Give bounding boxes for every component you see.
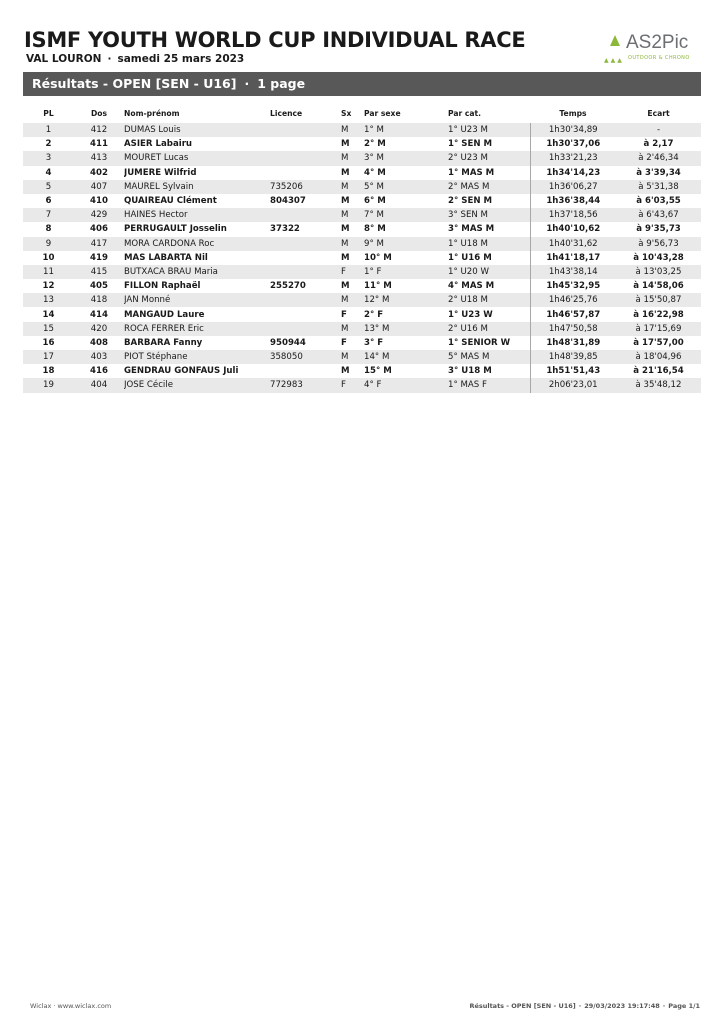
cell-temps: 1h36'06,27 xyxy=(530,180,616,194)
footer-info xyxy=(469,1002,700,1010)
cell-par-sexe: 3° M xyxy=(364,151,448,165)
cell-nom: QUAIREAU Clément xyxy=(124,196,217,207)
col-header-pl[interactable]: PL xyxy=(43,108,54,118)
cell-dos: 407 xyxy=(74,180,124,194)
cell-sx: M xyxy=(341,167,350,178)
cell-ecart: - xyxy=(616,123,701,137)
cell-sx: M xyxy=(341,196,350,207)
results-banner xyxy=(23,72,701,96)
cell-nom: MAUREL Sylvain xyxy=(124,180,270,194)
col-header-dos[interactable]: Dos xyxy=(90,108,108,118)
cell-nom: MAS LABARTA Nil xyxy=(124,252,208,263)
cell-par-cat: 2° MAS M xyxy=(448,180,530,194)
cell-dos: 410 xyxy=(90,196,108,207)
as2pic-logo xyxy=(600,32,704,66)
footer-timestamp: 29/03/2023 19:17:48 xyxy=(584,1002,660,1010)
cell-pl: 17 xyxy=(23,350,74,364)
cell-dos: 419 xyxy=(90,252,108,263)
cell-sx: M xyxy=(341,293,364,307)
cell-temps: 1h46'57,87 xyxy=(530,307,616,321)
col-header-par-cat[interactable]: Par cat. xyxy=(448,108,482,118)
cell-ecart: à 17'15,69 xyxy=(616,322,701,336)
cell-licence: 358050 xyxy=(270,350,341,364)
cell-par-cat: 2° U18 M xyxy=(448,293,530,307)
cell-ecart: à 18'04,96 xyxy=(616,350,701,364)
cell-ecart: à 5'31,38 xyxy=(616,180,701,194)
cell-nom: JUMERE Wilfrid xyxy=(124,167,197,178)
cell-nom: BARBARA Fanny xyxy=(124,337,203,348)
cell-temps: 1h48'39,85 xyxy=(530,350,616,364)
cell-temps: 1h36'38,44 xyxy=(530,194,616,208)
cell-par-sexe: 4° F xyxy=(364,378,448,392)
footer-separator-2: · xyxy=(662,1002,666,1010)
logo-tagline: OUTDOOR & CHRONO xyxy=(628,55,690,61)
cell-temps: 1h45'32,95 xyxy=(530,279,616,293)
footer-credit: Wiclax · www.wiclax.com xyxy=(30,1002,112,1010)
cell-licence xyxy=(270,137,341,151)
cell-licence xyxy=(270,293,341,307)
cell-ecart: à 6'03,55 xyxy=(636,196,681,207)
cell-pl: 10 xyxy=(42,252,55,263)
cell-par-cat: 1° U20 W xyxy=(448,265,530,279)
cell-temps: 2h06'23,01 xyxy=(530,378,616,392)
cell-sx: F xyxy=(341,337,347,348)
cell-ecart: à 6'43,67 xyxy=(616,208,701,222)
cell-pl: 2 xyxy=(45,139,52,150)
cell-pl: 13 xyxy=(23,293,74,307)
cell-ecart: à 2,17 xyxy=(643,139,674,150)
cell-dos: 415 xyxy=(74,265,124,279)
cell-ecart: à 15'50,87 xyxy=(616,293,701,307)
cell-par-sexe: 7° M xyxy=(364,208,448,222)
cell-par-sexe: 13° M xyxy=(364,322,448,336)
cell-ecart: à 9'35,73 xyxy=(636,224,681,235)
cell-sx: M xyxy=(341,123,364,137)
cell-sx: M xyxy=(341,350,364,364)
cell-licence xyxy=(270,307,341,321)
cell-par-cat: 3° MAS M xyxy=(448,224,495,235)
cell-par-sexe: 9° M xyxy=(364,237,448,251)
cell-sx: M xyxy=(341,224,350,235)
cell-licence: 735206 xyxy=(270,180,341,194)
cell-ecart: à 14'58,06 xyxy=(633,281,684,292)
cell-dos: 406 xyxy=(90,224,108,235)
cell-licence xyxy=(270,151,341,165)
cell-dos: 404 xyxy=(74,378,124,392)
cell-nom: PERRUGAULT Josselin xyxy=(124,224,227,235)
table-row[interactable] xyxy=(23,364,701,378)
cell-nom: JOSE Cécile xyxy=(124,378,270,392)
cell-par-cat: 1° MAS F xyxy=(448,378,530,392)
cell-nom: MANGAUD Laure xyxy=(124,309,205,320)
table-row[interactable] xyxy=(23,180,701,194)
cell-dos: 412 xyxy=(74,123,124,137)
cell-pl: 8 xyxy=(45,224,52,235)
cell-dos: 418 xyxy=(74,293,124,307)
cell-pl: 3 xyxy=(23,151,74,165)
cell-licence xyxy=(270,265,341,279)
cell-temps: 1h48'31,89 xyxy=(530,336,616,350)
cell-dos: 417 xyxy=(74,237,124,251)
cell-par-sexe: 4° M xyxy=(364,167,386,178)
cell-ecart: à 13'03,25 xyxy=(616,265,701,279)
table-row[interactable] xyxy=(23,123,701,137)
table-row[interactable] xyxy=(23,137,701,151)
cell-par-sexe: 2° M xyxy=(364,139,386,150)
cell-pl: 12 xyxy=(42,281,55,292)
cell-par-cat: 3° U18 M xyxy=(448,366,492,377)
cell-pl: 9 xyxy=(23,237,74,251)
cell-temps: 1h33'21,23 xyxy=(530,151,616,165)
table-row[interactable] xyxy=(23,378,701,392)
table-row[interactable] xyxy=(23,293,701,307)
table-row[interactable] xyxy=(23,322,701,336)
cell-dos: 414 xyxy=(90,309,108,320)
cell-nom: ROCA FERRER Eric xyxy=(124,322,270,336)
cell-pl: 7 xyxy=(23,208,74,222)
cell-dos: 408 xyxy=(90,337,108,348)
cell-dos: 411 xyxy=(90,139,108,150)
cell-temps: 1h30'34,89 xyxy=(530,123,616,137)
cell-licence xyxy=(270,166,341,180)
cell-dos: 403 xyxy=(74,350,124,364)
cell-nom: MOURET Lucas xyxy=(124,151,270,165)
cell-par-cat: 4° MAS M xyxy=(448,281,495,292)
cell-sx: F xyxy=(341,378,364,392)
mountain-dots-icon: ▲▲▲ xyxy=(604,57,624,64)
cell-par-cat: 1° MAS M xyxy=(448,167,495,178)
cell-par-sexe: 10° M xyxy=(364,252,392,263)
cell-par-cat: 2° U16 M xyxy=(448,322,530,336)
cell-pl: 19 xyxy=(23,378,74,392)
table-row[interactable] xyxy=(23,237,701,251)
cell-pl: 14 xyxy=(42,309,55,320)
cell-sx: M xyxy=(341,366,350,377)
cell-licence xyxy=(270,237,341,251)
cell-dos: 429 xyxy=(74,208,124,222)
subtitle-separator: · xyxy=(107,53,112,65)
cell-par-sexe: 1° M xyxy=(364,123,448,137)
cell-ecart: à 3'39,34 xyxy=(636,167,681,178)
cell-sx: M xyxy=(341,151,364,165)
cell-dos: 416 xyxy=(90,366,108,377)
cell-par-cat: 2° U23 M xyxy=(448,151,530,165)
cell-par-sexe: 14° M xyxy=(364,350,448,364)
cell-temps: 1h34'14,23 xyxy=(530,166,616,180)
cell-temps: 1h46'25,76 xyxy=(530,293,616,307)
table-row[interactable] xyxy=(23,208,701,222)
cell-par-cat: 1° U18 M xyxy=(448,237,530,251)
cell-dos: 405 xyxy=(90,281,108,292)
col-header-sx[interactable]: Sx xyxy=(341,108,352,118)
cell-ecart: à 9'56,73 xyxy=(616,237,701,251)
cell-pl: 16 xyxy=(42,337,55,348)
cell-par-cat: 1° SEN M xyxy=(448,139,493,150)
cell-pl: 4 xyxy=(45,167,52,178)
cell-licence: 255270 xyxy=(270,281,306,292)
cell-sx: M xyxy=(341,180,364,194)
cell-nom: PIOT Stéphane xyxy=(124,350,270,364)
table-row[interactable] xyxy=(23,279,701,293)
cell-licence xyxy=(270,364,341,378)
banner-pages: 1 page xyxy=(257,76,306,91)
banner-separator: · xyxy=(244,76,250,91)
table-row[interactable] xyxy=(23,194,701,208)
cell-par-sexe: 5° M xyxy=(364,180,448,194)
cell-pl: 1 xyxy=(23,123,74,137)
cell-dos: 402 xyxy=(90,167,108,178)
cell-nom: MORA CARDONA Roc xyxy=(124,237,270,251)
cell-ecart: à 2'46,34 xyxy=(616,151,701,165)
logo-name: AS2Pic xyxy=(626,32,689,53)
mountain-icon xyxy=(610,35,620,46)
cell-licence xyxy=(270,251,341,265)
cell-nom: BUTXACA BRAU Maria xyxy=(124,265,270,279)
cell-licence: 950944 xyxy=(270,337,306,348)
cell-ecart: à 21'16,54 xyxy=(633,366,684,377)
cell-licence xyxy=(270,322,341,336)
cell-par-cat: 1° SENIOR W xyxy=(448,337,511,348)
cell-temps: 1h40'10,62 xyxy=(530,222,616,236)
table-row[interactable] xyxy=(23,265,701,279)
cell-temps: 1h37'18,56 xyxy=(530,208,616,222)
cell-pl: 15 xyxy=(23,322,74,336)
cell-par-sexe: 2° F xyxy=(364,309,384,320)
cell-pl: 6 xyxy=(45,196,52,207)
cell-par-sexe: 11° M xyxy=(364,281,392,292)
table-row[interactable] xyxy=(23,336,701,350)
cell-temps: 1h40'31,62 xyxy=(530,237,616,251)
col-header-temps[interactable]: Temps xyxy=(559,108,587,118)
cell-nom: HAINES Hector xyxy=(124,208,270,222)
table-row[interactable] xyxy=(23,151,701,165)
cell-licence: 37322 xyxy=(270,224,300,235)
cell-ecart: à 10'43,28 xyxy=(633,252,684,263)
table-row[interactable] xyxy=(23,251,701,265)
cell-licence: 772983 xyxy=(270,378,341,392)
col-header-ecart[interactable]: Ecart xyxy=(647,108,670,118)
cell-temps: 1h41'18,17 xyxy=(530,251,616,265)
cell-nom: JAN Monné xyxy=(124,293,270,307)
cell-sx: M xyxy=(341,139,350,150)
cell-pl: 5 xyxy=(23,180,74,194)
table-row[interactable] xyxy=(23,307,701,321)
document-title: ISMF YOUTH WORLD CUP INDIVIDUAL RACE xyxy=(24,28,526,52)
cell-temps: 1h51'51,43 xyxy=(530,364,616,378)
cell-sx: F xyxy=(341,265,364,279)
cell-ecart: à 16'22,98 xyxy=(633,309,684,320)
cell-dos: 413 xyxy=(74,151,124,165)
table-header-row xyxy=(23,106,701,123)
cell-dos: 420 xyxy=(74,322,124,336)
cell-temps: 1h47'50,58 xyxy=(530,322,616,336)
footer-separator: · xyxy=(578,1002,582,1010)
footer-label: Résultats - OPEN [SEN - U16] xyxy=(469,1002,576,1010)
cell-sx: M xyxy=(341,208,364,222)
cell-ecart: à 17'57,00 xyxy=(633,337,684,348)
cell-par-sexe: 3° F xyxy=(364,337,384,348)
cell-nom: FILLON Raphaël xyxy=(124,281,201,292)
col-header-par-sexe[interactable]: Par sexe xyxy=(364,108,401,118)
cell-sx: M xyxy=(341,252,350,263)
table-row[interactable] xyxy=(23,166,701,180)
col-header-licence[interactable]: Licence xyxy=(270,108,303,118)
cell-licence xyxy=(270,123,341,137)
cell-par-sexe: 12° M xyxy=(364,293,448,307)
cell-nom: DUMAS Louis xyxy=(124,123,270,137)
cell-temps: 1h30'37,06 xyxy=(530,137,616,151)
cell-par-cat: 1° U23 W xyxy=(448,309,493,320)
col-header-nom[interactable]: Nom-prénom xyxy=(124,108,180,118)
footer-page: Page 1/1 xyxy=(668,1002,700,1010)
cell-pl: 11 xyxy=(23,265,74,279)
results-table xyxy=(23,106,701,393)
event-subtitle xyxy=(26,53,244,65)
cell-sx: M xyxy=(341,237,364,251)
cell-par-cat: 3° SEN M xyxy=(448,208,530,222)
cell-nom: GENDRAU GONFAUS Juli xyxy=(124,366,239,377)
cell-par-sexe: 1° F xyxy=(364,265,448,279)
cell-par-sexe: 6° M xyxy=(364,196,386,207)
cell-ecart: à 35'48,12 xyxy=(616,378,701,392)
table-row[interactable] xyxy=(23,350,701,364)
cell-temps: 1h43'38,14 xyxy=(530,265,616,279)
cell-sx: M xyxy=(341,281,350,292)
cell-sx: M xyxy=(341,322,364,336)
table-row[interactable] xyxy=(23,222,701,236)
cell-par-cat: 2° SEN M xyxy=(448,196,493,207)
cell-sx: F xyxy=(341,309,347,320)
banner-label: Résultats - OPEN [SEN - U16] xyxy=(32,76,237,91)
cell-par-sexe: 15° M xyxy=(364,366,392,377)
cell-par-cat: 1° U23 M xyxy=(448,123,530,137)
cell-pl: 18 xyxy=(42,366,55,377)
cell-par-sexe: 8° M xyxy=(364,224,386,235)
event-date: samedi 25 mars 2023 xyxy=(117,53,245,65)
cell-par-cat: 1° U16 M xyxy=(448,252,492,263)
cell-par-cat: 5° MAS M xyxy=(448,350,530,364)
cell-licence xyxy=(270,208,341,222)
cell-nom: ASIER Labairu xyxy=(124,139,193,150)
event-location: VAL LOURON xyxy=(26,53,102,65)
cell-licence: 804307 xyxy=(270,196,306,207)
